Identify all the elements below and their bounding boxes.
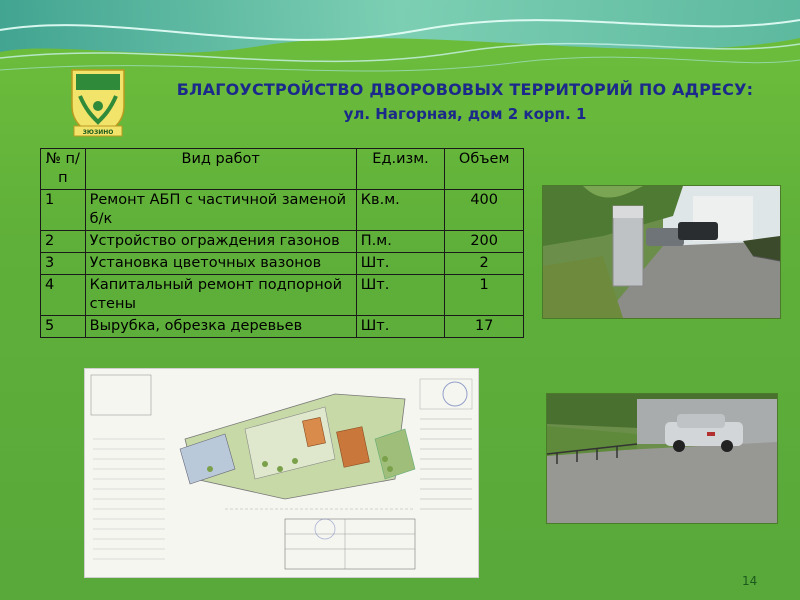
cell-unit: Кв.м.: [356, 190, 445, 231]
slide-title: [140, 80, 790, 123]
emblem-text: ЗЮЗИНО: [82, 129, 114, 136]
courtyard-photo-1-image: [543, 186, 780, 318]
courtyard-photo-1: [542, 185, 781, 319]
cell-unit: Шт.: [356, 316, 445, 338]
works-table: [40, 148, 524, 338]
table-header-row: [41, 149, 524, 190]
cell-work: Вырубка, обрезка деревьев: [85, 316, 356, 338]
cell-num: 5: [41, 316, 86, 338]
cell-work: Капитальный ремонт подпорной стены: [85, 275, 356, 316]
header-unit: Ед.изм.: [356, 149, 445, 190]
cell-volume: 400: [445, 190, 524, 231]
cell-work: Ремонт АБП с частичной заменой б/к: [85, 190, 356, 231]
cell-volume: 17: [445, 316, 524, 338]
table-row: [41, 231, 524, 253]
table-row: [41, 190, 524, 231]
header-work: Вид работ: [85, 149, 356, 190]
table-row: [41, 275, 524, 316]
cell-num: 1: [41, 190, 86, 231]
cell-num: 2: [41, 231, 86, 253]
cell-volume: 1: [445, 275, 524, 316]
cell-num: 3: [41, 253, 86, 275]
cell-volume: 200: [445, 231, 524, 253]
table-row: [41, 316, 524, 338]
table-row: [41, 253, 524, 275]
cell-num: 4: [41, 275, 86, 316]
courtyard-photo-2: [546, 393, 778, 524]
cell-unit: Шт.: [356, 253, 445, 275]
cell-work: Устройство ограждения газонов: [85, 231, 356, 253]
cell-volume: 2: [445, 253, 524, 275]
courtyard-photo-2-image: [547, 394, 777, 523]
district-emblem-icon: [66, 66, 130, 138]
title-line-1: БЛАГОУСТРОЙСТВО ДВОРОВОВЫХ ТЕРРИТОРИЙ ПО АДРЕСУ:: [176, 80, 754, 99]
cell-unit: П.м.: [356, 231, 445, 253]
title-line-2: ул. Нагорная, дом 2 корп. 1: [343, 105, 587, 123]
site-plan-image: [85, 369, 478, 577]
header-num: № п/п: [41, 149, 86, 190]
cell-unit: Шт.: [356, 275, 445, 316]
cell-work: Установка цветочных вазонов: [85, 253, 356, 275]
page-number: 14: [742, 574, 758, 588]
header-volume: Объем: [445, 149, 524, 190]
site-plan-drawing: [84, 368, 479, 578]
